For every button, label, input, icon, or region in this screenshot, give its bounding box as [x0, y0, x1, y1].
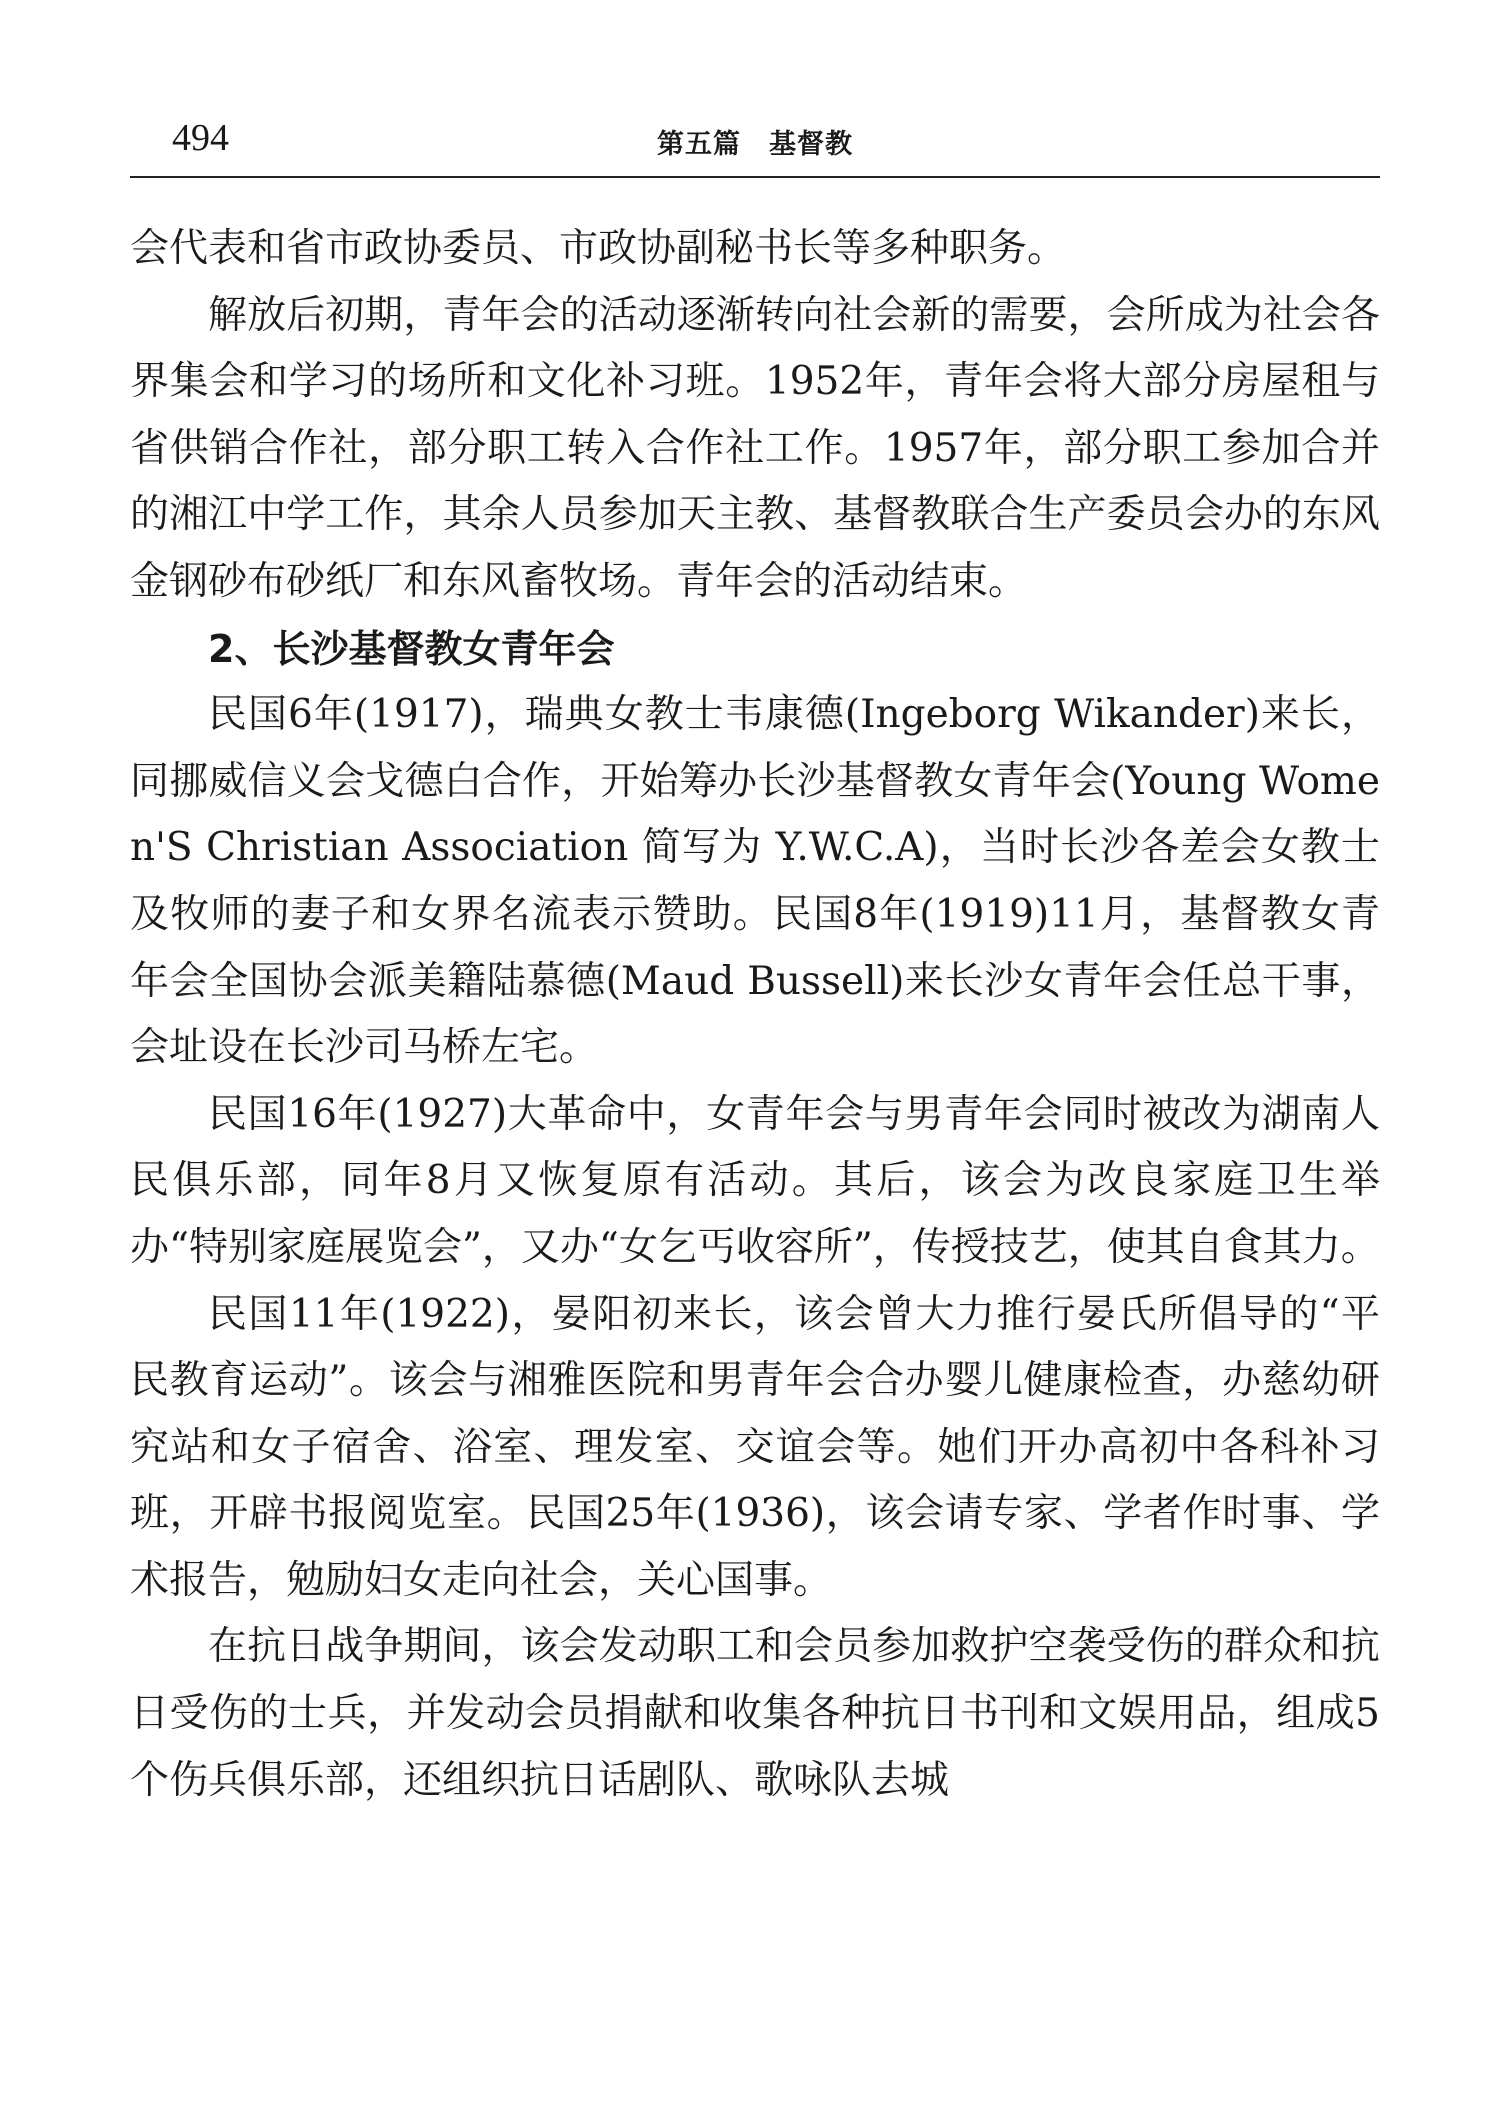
paragraph: 民国16年(1927)大革命中，女青年会与男青年会同时被改为湖南人民俱乐部，同年8月又恢复原有活动。其后，该会为改良家庭卫生举办“特别家庭展览会”，又办“女乞丐收容所”，传授技艺，使其自食其力。: [130, 1091, 1380, 1270]
paragraph: 民国6年(1917)，瑞典女教士韦康德(Ingeborg Wikander)来长，同挪威信义会戈德白合作，开始筹办长沙基督教女青年会(Young Women'S Christian Association 简写为 Y.W.C.A)，当时长沙各差会女教士及牧师的妻子和女界名流表示赞助。民国8年(1919)11月，基督教女青年会全国协会派美籍陆慕德(Maud Bussell)来长沙女青年会任总干事，会址设在长沙司马桥左宅。: [130, 692, 1380, 1071]
paragraph: 解放后初期，青年会的活动逐渐转向社会新的需要，会所成为社会各界集会和学习的场所和文化补习班。1952年，青年会将大部分房屋租与省供销合作社，部分职工转入合作社工作。1957年，部分职工参加合并的湘江中学工作，其余人员参加天主教、基督教联合生产委员会办的东风金钢砂布砂纸厂和东风畜牧场。青年会的活动结束。: [130, 292, 1380, 604]
body-text: [130, 216, 1380, 1814]
paragraph-continuation: 会代表和省市政协委员、市政协副秘书长等多种职务。: [130, 226, 1067, 271]
page-header: [130, 110, 1380, 174]
running-head: 第五篇 基督教: [657, 129, 853, 160]
paragraph: 在抗日战争期间，该会发动职工和会员参加救护空袭受伤的群众和抗日受伤的士兵，并发动会员捐献和收集各种抗日书刊和文娱用品，组成5个伤兵俱乐部，还组织抗日话剧队、歌咏队去城: [130, 1624, 1380, 1803]
paragraph: 民国11年(1922)，晏阳初来长，该会曾大力推行晏氏所倡导的“平民教育运动”。该会与湘雅医院和男青年会合办婴儿健康检查，办慈幼研究站和女子宿舍、浴室、理发室、交谊会等。她们开办高初中各科补习班，开辟书报阅览室。民国25年(1936)，该会请专家、学者作时事、学术报告，勉励妇女走向社会，关心国事。: [130, 1291, 1380, 1603]
page-number: 494: [172, 117, 229, 159]
header-rule: [130, 176, 1380, 178]
section-heading: 2、长沙基督教女青年会: [208, 626, 615, 671]
